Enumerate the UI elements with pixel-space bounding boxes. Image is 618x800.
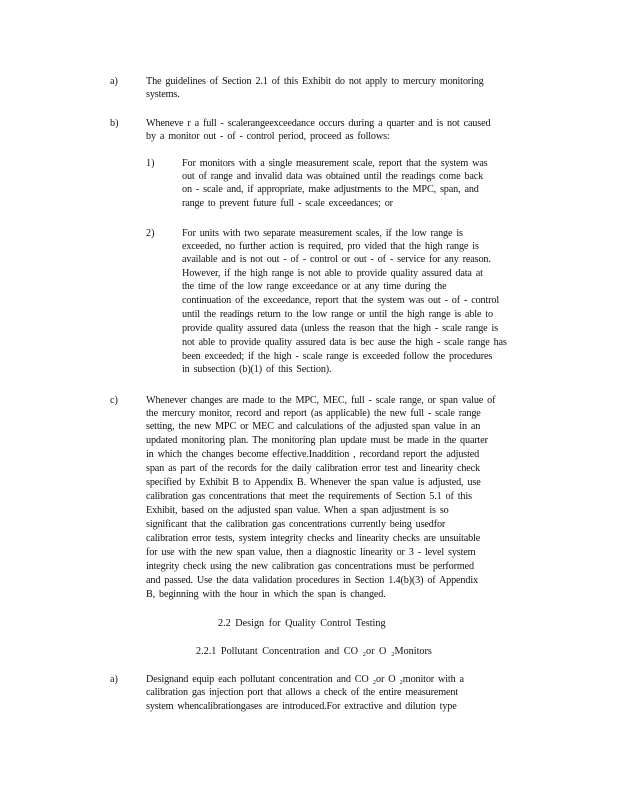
item-c-line: for use with the new span value, then a diagnostic linearity or 3 - level system <box>146 547 476 558</box>
item-c-line: the mercury monitor, record and report (as applicable) the new full - scale range <box>146 408 481 419</box>
item-a2-label: a) <box>110 674 118 685</box>
item-c-line: calibration gas concentrations that meet the requirements of Section 5.1 of this <box>146 491 472 502</box>
item-c-line: updated monitoring plan. The monitoring plan update must be made in the quarter <box>146 435 488 446</box>
item-a2-line: Designand equip each pollutant concentration and CO ₂or O ₂monitor with a <box>146 674 464 685</box>
item-c-line: in which the changes become effective.Inaddition , recordand report the adjusted <box>146 449 480 460</box>
sub-2-line: exceeded, no further action is required, pro vided that the high range is <box>182 241 479 252</box>
item-c-line: specified by Exhibit B to Appendix B. Whenever the span value is adjusted, use <box>146 477 481 488</box>
item-a2-line: calibration gas injection port that allows a check of the entire measurement <box>146 687 458 698</box>
sub-2-line: available and is not out - of - control or out - of - service for any reason. <box>182 254 491 265</box>
sub-1-line: on - scale and, if appropriate, make adjustments to the MPC, span, and <box>182 184 479 195</box>
sub-1-line: For monitors with a single measurement scale, report that the system was <box>182 158 488 169</box>
item-b-label: b) <box>110 118 119 129</box>
item-a-line: systems. <box>146 89 180 100</box>
sub-1-label: 1) <box>146 158 155 169</box>
item-c-line: Exhibit, based on the adjusted span value. When a span adjustment is so <box>146 505 449 516</box>
item-c-line: calibration error tests, system integrity checks and linearity checks are unsuitable <box>146 533 481 544</box>
item-b-line: Wheneve r a full - scalerangeexceedance occurs during a quarter and is not caused <box>146 118 491 129</box>
sub-2-line: However, if the high range is not able to provide quality assured data at <box>182 268 483 279</box>
item-c-line: B, beginning with the hour in which the span is changed. <box>146 589 386 600</box>
item-c-line: setting, the new MPC or MEC and calculations of the adjusted span value in an <box>146 421 481 432</box>
item-a-line: The guidelines of Section 2.1 of this Exhibit do not apply to mercury monitoring <box>146 76 484 87</box>
sub-2-line: in subsection (b)(1) of this Section). <box>182 364 332 375</box>
sub-1-line: out of range and invalid data was obtained until the readings come back <box>182 171 484 182</box>
item-b-line: by a monitor out - of - control period, proceed as follows: <box>146 131 390 142</box>
sub-2-line: until the readings return to the low range or until the high range is able to <box>182 309 493 320</box>
sub-2-label: 2) <box>146 228 155 239</box>
item-c-line: significant that the calibration gas concentrations currently being usedfor <box>146 519 446 530</box>
sub-1-line: range to prevent future full - scale exceedances; or <box>182 198 393 209</box>
section-heading-2-2: 2.2 Design for Quality Control Testing <box>218 618 386 629</box>
sub-2-line: not able to provide quality assured data is bec ause the high - scale range has <box>182 337 507 348</box>
item-c-line: span as part of the records for the daily calibration error test and linearity check <box>146 463 480 474</box>
item-c-line: and passed. Use the data validation procedures in Section 1.4(b)(3) of Appendix <box>146 575 478 586</box>
section-heading-2-2-1: 2.2.1 Pollutant Concentration and CO ₂or O ₂Monitors <box>196 646 432 657</box>
sub-2-line: been exceeded; if the high - scale range is exceeded follow the procedures <box>182 351 493 362</box>
sub-2-line: the time of the low range exceedance or at any time during the <box>182 281 447 292</box>
item-a2-line: system whencalibrationgases are introduced.For extractive and dilution type <box>146 701 457 712</box>
item-a-label: a) <box>110 76 118 87</box>
item-c-line: integrity check using the new calibration gas concentrations must be performed <box>146 561 474 572</box>
item-c-line: Whenever changes are made to the MPC, MEC, full - scale range, or span value of <box>146 395 496 406</box>
sub-2-line: For units with two separate measurement scales, if the low range is <box>182 228 463 239</box>
sub-2-line: continuation of the exceedance, report that the system was out - of - control <box>182 295 500 306</box>
item-c-label: c) <box>110 395 118 406</box>
sub-2-line: provide quality assured data (unless the reason that the high - scale range is <box>182 323 499 334</box>
